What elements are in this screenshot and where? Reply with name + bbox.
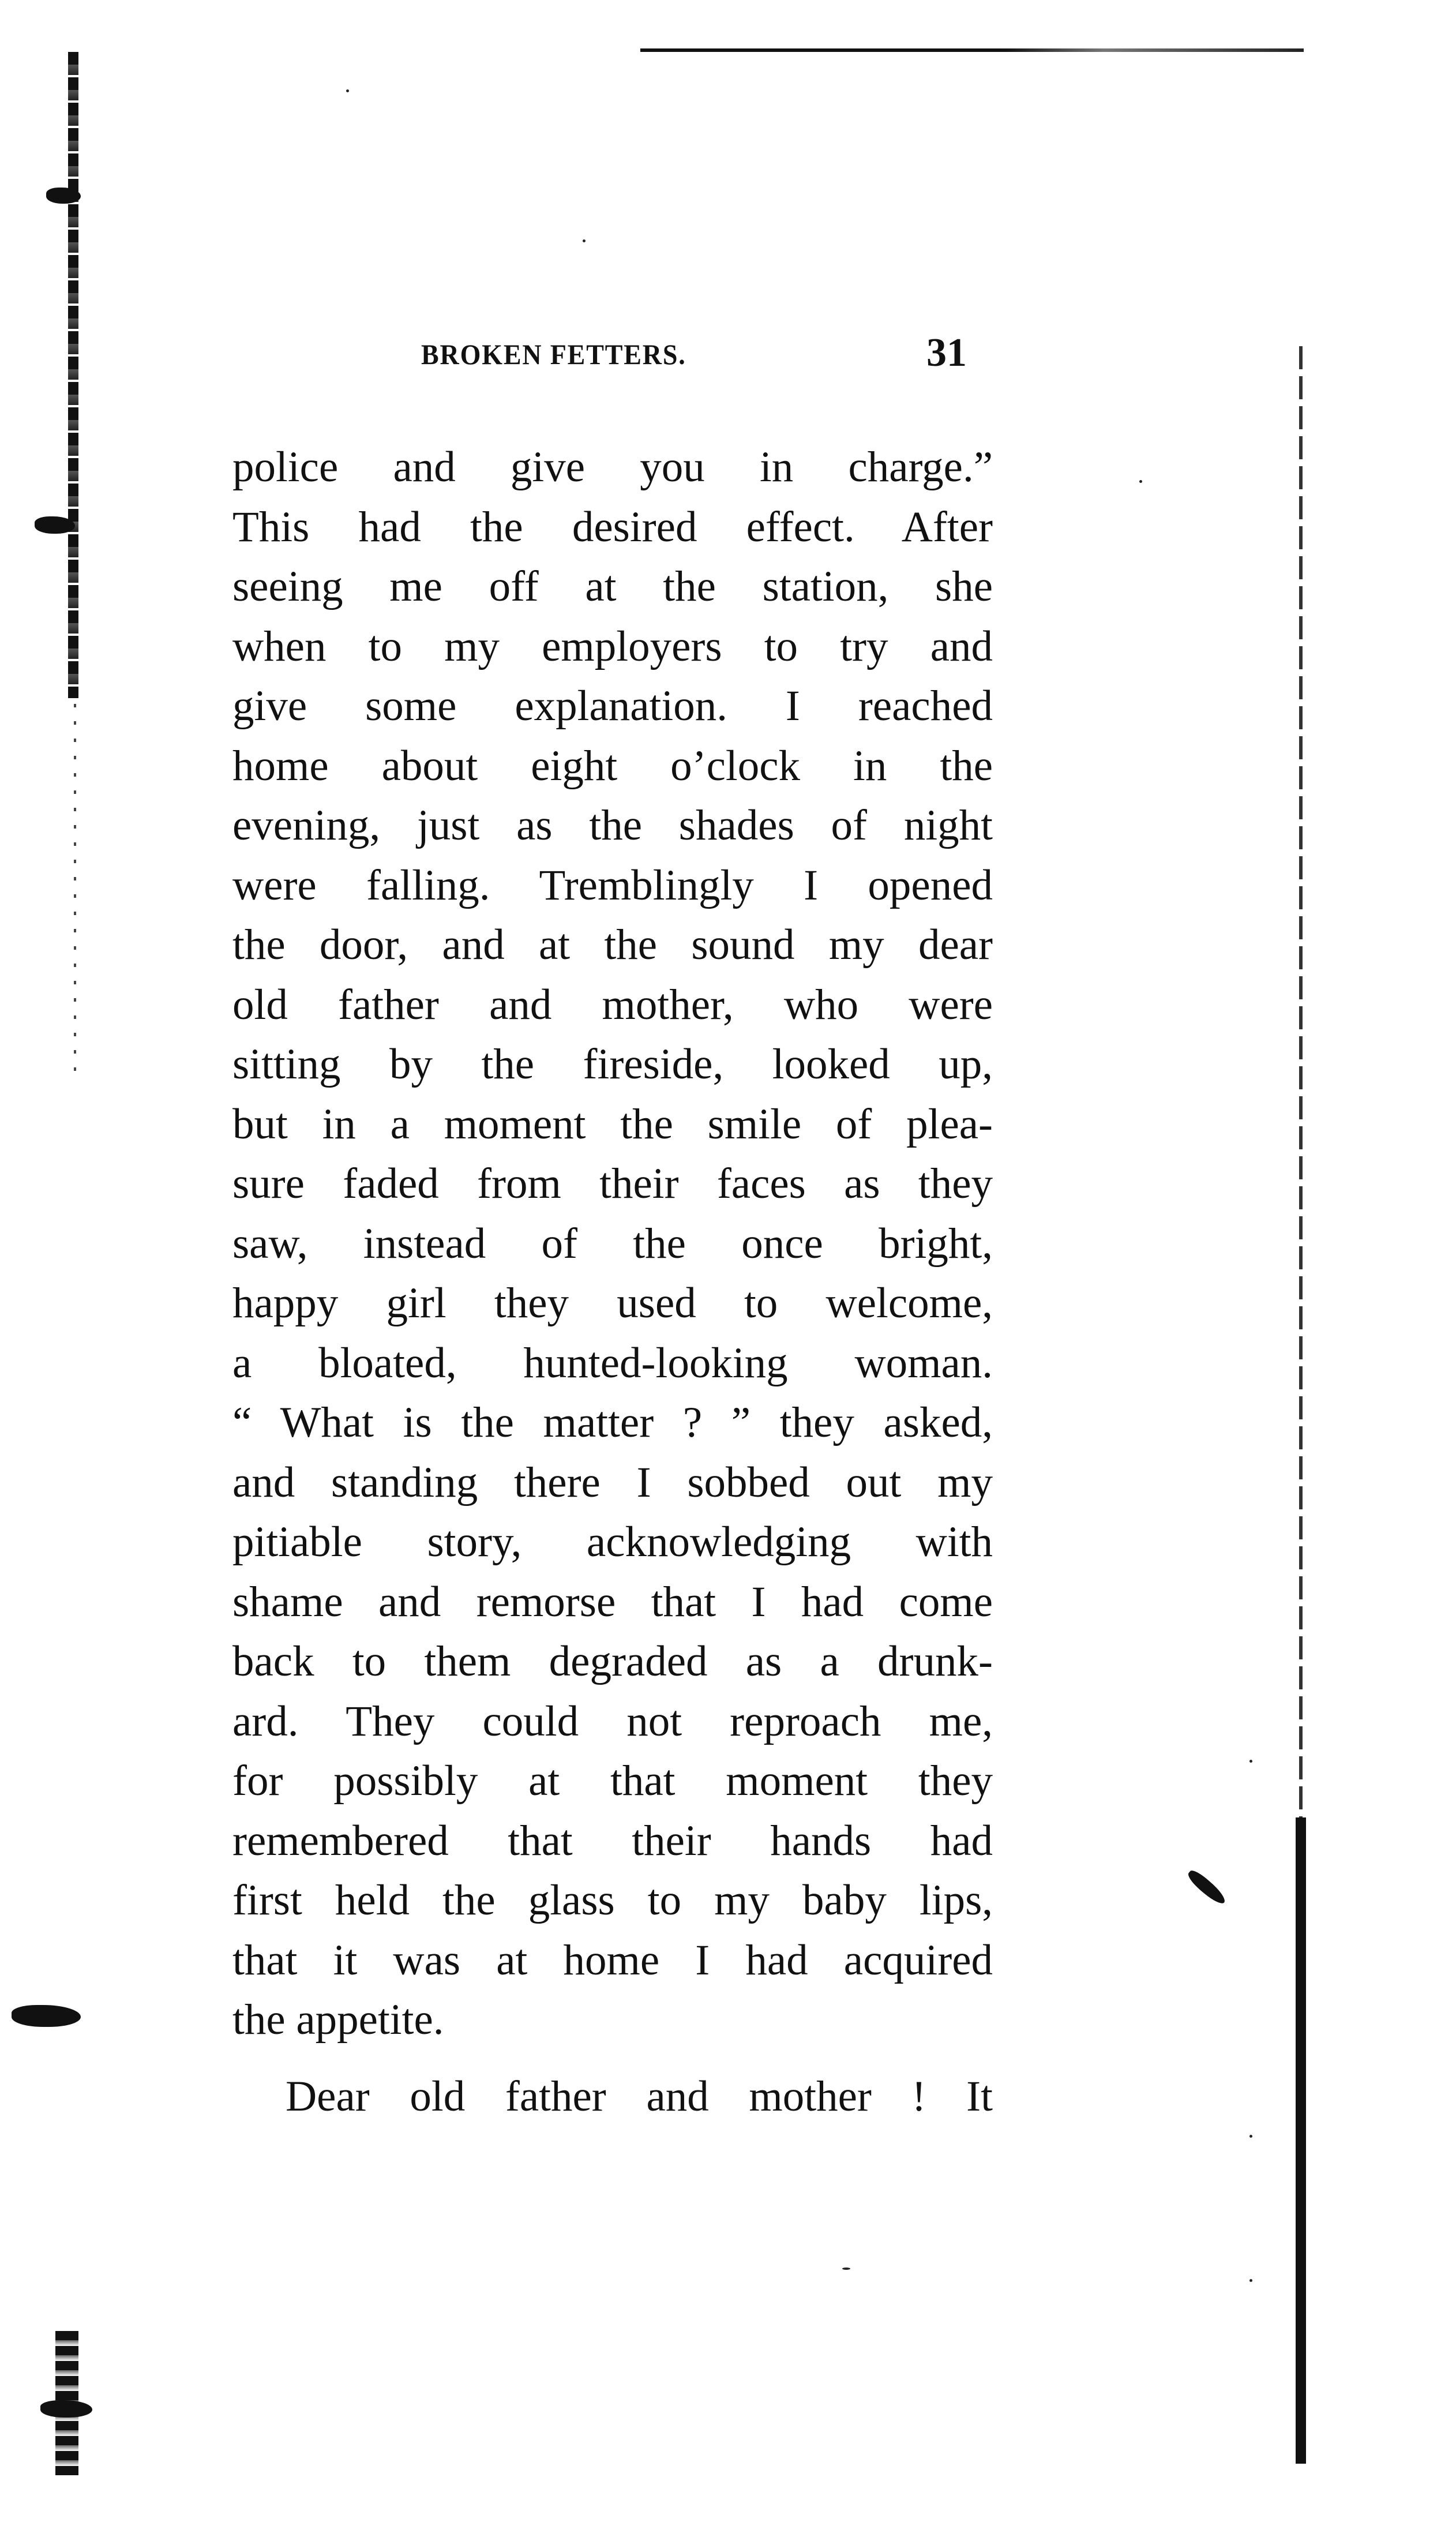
text-line: the appetite. — [232, 1996, 444, 2044]
text-line: shame and remorse that I had come — [232, 1577, 993, 1626]
text-line: and standing there I sobbed out my — [232, 1458, 993, 1506]
text-line: for possibly at that moment they — [232, 1757, 993, 1805]
text-line: “ What is the matter ? ” they asked, — [232, 1399, 993, 1446]
speck — [842, 2268, 850, 2270]
speck — [1249, 2135, 1252, 2138]
text-line: home about eight o’clock in the — [232, 741, 993, 790]
speck — [346, 89, 349, 92]
page-number: 31 — [926, 331, 967, 375]
text-line: ard. They could not reproach me, — [232, 1697, 993, 1745]
text-line: happy girl they used to welcome, — [232, 1279, 993, 1327]
body-paragraph — [232, 437, 993, 2050]
scan-edge-left — [68, 52, 78, 698]
speck — [1249, 2279, 1252, 2282]
speck — [1249, 1760, 1252, 1763]
text-line: were falling. Tremblingly I opened — [232, 861, 993, 909]
text-line: This had the desired effect. After — [232, 503, 993, 551]
text-line: the door, and at the sound my dear — [232, 921, 993, 969]
text-line: evening, just as the shades of night — [232, 801, 993, 849]
ink-blot — [12, 2005, 81, 2027]
text-line: pitiable story, acknowledging with — [232, 1518, 993, 1566]
scan-edge-left-dotted — [74, 704, 76, 1073]
text-line: seeing me off at the station, she — [232, 563, 993, 610]
text-line: Dear old father and mother ! It — [286, 2072, 993, 2120]
text-line: old father and mother, who were — [232, 980, 993, 1029]
text-line: police and give you in charge.” — [232, 443, 993, 491]
text-line: but in a moment the smile of plea- — [232, 1100, 993, 1148]
ink-blot — [1185, 1868, 1228, 1907]
ink-blot — [46, 188, 81, 204]
scan-edge-right-bottom — [1296, 1817, 1306, 2464]
ink-blot — [35, 516, 75, 534]
next-paragraph — [286, 2067, 993, 2127]
text-line: when to my employers to try and — [232, 622, 993, 670]
text-line: first held the glass to my baby lips, — [232, 1876, 993, 1924]
text-line: sitting by the fireside, looked up, — [232, 1040, 993, 1088]
text-line: remembered that their hands had — [232, 1816, 993, 1865]
running-title: BROKEN FETTERS. — [421, 338, 686, 370]
text-line: a bloated, hunted-looking woman. — [232, 1339, 993, 1387]
text-line: back to them degraded as a drunk- — [232, 1637, 993, 1685]
text-line: sure faded from their faces as they — [232, 1160, 993, 1208]
speck — [583, 239, 586, 242]
text-line: give some explanation. I reached — [232, 682, 993, 730]
text-line: saw, instead of the once bright, — [232, 1219, 993, 1268]
text-line: that it was at home I had acquired — [232, 1936, 993, 1984]
speck — [1139, 480, 1142, 483]
scan-edge-top — [640, 48, 1304, 52]
ink-blot — [40, 2400, 92, 2418]
